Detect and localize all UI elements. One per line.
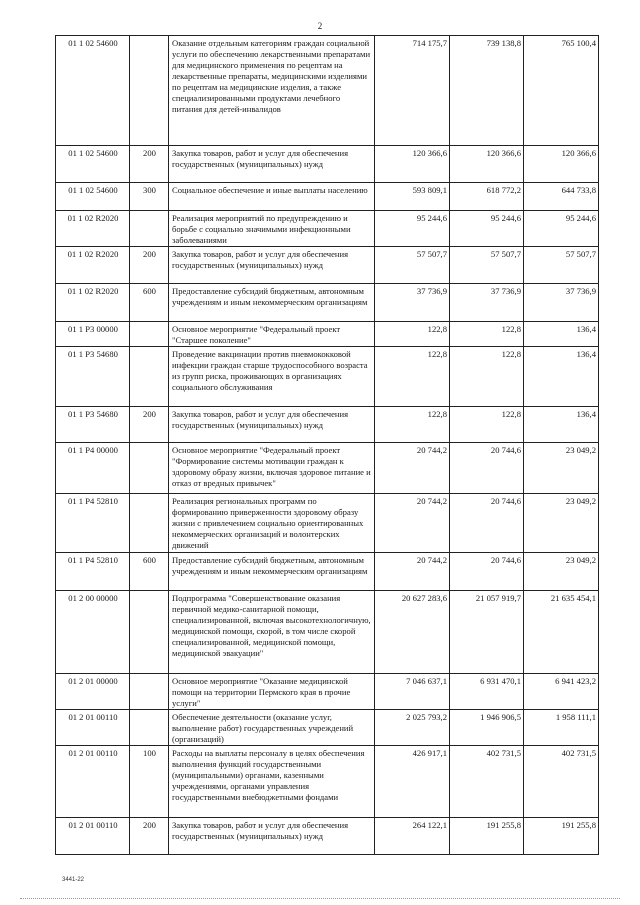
expense-type-code: 200 (130, 146, 169, 183)
expense-type-code (130, 494, 169, 553)
amount-year-1: 122,8 (375, 407, 450, 443)
table-row (56, 36, 599, 146)
expense-type-code (130, 674, 169, 710)
item-name: Закупка товаров, работ и услуг для обеспечения государственных (муниципальных) нужд (169, 146, 375, 183)
amount-year-1: 20 744,2 (375, 443, 450, 494)
table-row (56, 284, 599, 322)
document-id: 3441-22 (62, 877, 85, 883)
item-name: Основное мероприятие "Оказание медицинской помощи на территории Пермского края в прочие услуги" (169, 674, 375, 710)
table-row (56, 322, 599, 347)
amount-year-3: 23 049,2 (524, 494, 599, 553)
amount-year-2: 122,8 (450, 347, 524, 407)
amount-year-1: 2 025 793,2 (375, 710, 450, 746)
amount-year-2: 20 744,6 (450, 443, 524, 494)
budget-table (55, 35, 599, 855)
amount-year-1: 122,8 (375, 322, 450, 347)
classification-code: 01 1 P4 52810 (56, 494, 130, 553)
amount-year-1: 426 917,1 (375, 746, 450, 818)
amount-year-1: 122,8 (375, 347, 450, 407)
classification-code: 01 1 02 R2020 (56, 284, 130, 322)
classification-code: 01 1 P3 00000 (56, 322, 130, 347)
expense-type-code (130, 322, 169, 347)
amount-year-2: 20 744,6 (450, 494, 524, 553)
amount-year-2: 1 946 906,5 (450, 710, 524, 746)
classification-code: 01 1 P4 52810 (56, 553, 130, 591)
expense-type-code: 600 (130, 284, 169, 322)
classification-code: 01 1 02 54600 (56, 36, 130, 146)
table-row (56, 183, 599, 211)
amount-year-3: 136,4 (524, 347, 599, 407)
item-name: Предоставление субсидий бюджетным, автономным учреждениям и иным некоммерческим организациям (169, 284, 375, 322)
expense-type-code (130, 36, 169, 146)
amount-year-3: 37 736,9 (524, 284, 599, 322)
amount-year-1: 264 122,1 (375, 818, 450, 855)
amount-year-3: 191 255,8 (524, 818, 599, 855)
item-name: Закупка товаров, работ и услуг для обеспечения государственных (муниципальных) нужд (169, 247, 375, 284)
classification-code: 01 2 01 00110 (56, 818, 130, 855)
table-row (56, 818, 599, 855)
amount-year-2: 57 507,7 (450, 247, 524, 284)
classification-code: 01 1 02 R2020 (56, 247, 130, 284)
amount-year-2: 21 057 919,7 (450, 591, 524, 674)
table-row (56, 407, 599, 443)
item-name: Основное мероприятие "Федеральный проект "Старшее поколение" (169, 322, 375, 347)
classification-code: 01 2 00 00000 (56, 591, 130, 674)
classification-code: 01 1 02 R2020 (56, 211, 130, 247)
expense-type-code: 200 (130, 407, 169, 443)
amount-year-1: 593 809,1 (375, 183, 450, 211)
table-row (56, 591, 599, 674)
amount-year-3: 136,4 (524, 407, 599, 443)
amount-year-2: 122,8 (450, 322, 524, 347)
expense-type-code (130, 443, 169, 494)
amount-year-3: 402 731,5 (524, 746, 599, 818)
item-name: Закупка товаров, работ и услуг для обеспечения государственных (муниципальных) нужд (169, 407, 375, 443)
item-name: Расходы на выплаты персоналу в целях обеспечения выполнения функций государственными (муниципальными) органами, казенными учреждениями, органами управления государственными внебюджетными фондами (169, 746, 375, 818)
expense-type-code (130, 211, 169, 247)
amount-year-2: 739 138,8 (450, 36, 524, 146)
item-name: Закупка товаров, работ и услуг для обеспечения государственных (муниципальных) нужд (169, 818, 375, 855)
classification-code: 01 1 02 54600 (56, 146, 130, 183)
item-name: Обеспечение деятельности (оказание услуг, выполнение работ) государственных учреждений (организаций) (169, 710, 375, 746)
expense-type-code (130, 591, 169, 674)
amount-year-3: 120 366,6 (524, 146, 599, 183)
item-name: Подпрограмма "Совершенствование оказания первичной медико-санитарной помощи, специализированной, включая высокотехнологичную, медицинской помощи, скорой, в том числе скорой специализированной, медицинской помощи, медицинской эвакуации" (169, 591, 375, 674)
amount-year-3: 6 941 423,2 (524, 674, 599, 710)
amount-year-1: 7 046 637,1 (375, 674, 450, 710)
amount-year-3: 57 507,7 (524, 247, 599, 284)
expense-type-code: 300 (130, 183, 169, 211)
amount-year-1: 20 744,2 (375, 494, 450, 553)
amount-year-1: 20 744,2 (375, 553, 450, 591)
table-row (56, 674, 599, 710)
amount-year-3: 23 049,2 (524, 553, 599, 591)
item-name: Оказание отдельным категориям граждан социальной услуги по обеспечению лекарственными препаратами для медицинского применения по рецептам на лекарственные препараты, медицинскими изделиями по рецептам на медицинские изделия, а также специализированными продуктами лечебного питания для детей-инвалидов (169, 36, 375, 146)
amount-year-2: 122,8 (450, 407, 524, 443)
item-name: Реализация региональных программ по формированию приверженности здоровому образу жизни с привлечением социально ориентированных некоммерческих организаций и волонтерских движений (169, 494, 375, 553)
table-row (56, 553, 599, 591)
classification-code: 01 2 01 00110 (56, 746, 130, 818)
item-name: Реализация мероприятий по предупреждению и борьбе с социально значимыми инфекционными заболеваниями (169, 211, 375, 247)
amount-year-2: 6 931 470,1 (450, 674, 524, 710)
table-row (56, 211, 599, 247)
expense-type-code (130, 710, 169, 746)
item-name: Социальное обеспечение и иные выплаты населению (169, 183, 375, 211)
table-row (56, 146, 599, 183)
item-name: Проведение вакцинации против пневмококковой инфекции граждан старше трудоспособного возраста из групп риска, проживающих в организациях социального обслуживания (169, 347, 375, 407)
amount-year-3: 136,4 (524, 322, 599, 347)
amount-year-2: 20 744,6 (450, 553, 524, 591)
amount-year-3: 23 049,2 (524, 443, 599, 494)
expense-type-code: 200 (130, 247, 169, 284)
amount-year-3: 95 244,6 (524, 211, 599, 247)
classification-code: 01 1 P3 54680 (56, 407, 130, 443)
amount-year-1: 714 175,7 (375, 36, 450, 146)
table-row (56, 746, 599, 818)
item-name: Основное мероприятие "Федеральный проект "Формирование системы мотивации граждан к здоровому образу жизни, включая здоровое питание и отказ от вредных привычек" (169, 443, 375, 494)
classification-code: 01 2 01 00000 (56, 674, 130, 710)
classification-code: 01 1 P4 00000 (56, 443, 130, 494)
amount-year-2: 618 772,2 (450, 183, 524, 211)
amount-year-3: 765 100,4 (524, 36, 599, 146)
classification-code: 01 2 01 00110 (56, 710, 130, 746)
amount-year-2: 191 255,8 (450, 818, 524, 855)
expense-type-code (130, 347, 169, 407)
amount-year-3: 1 958 111,1 (524, 710, 599, 746)
amount-year-3: 21 635 454,1 (524, 591, 599, 674)
item-name: Предоставление субсидий бюджетным, автономным учреждениям и иным некоммерческим организациям (169, 553, 375, 591)
table-row (56, 347, 599, 407)
expense-type-code: 600 (130, 553, 169, 591)
table-row (56, 710, 599, 746)
amount-year-1: 95 244,6 (375, 211, 450, 247)
amount-year-2: 37 736,9 (450, 284, 524, 322)
amount-year-1: 37 736,9 (375, 284, 450, 322)
classification-code: 01 1 P3 54680 (56, 347, 130, 407)
amount-year-2: 402 731,5 (450, 746, 524, 818)
amount-year-2: 95 244,6 (450, 211, 524, 247)
amount-year-1: 57 507,7 (375, 247, 450, 284)
table-row (56, 443, 599, 494)
amount-year-1: 120 366,6 (375, 146, 450, 183)
classification-code: 01 1 02 54600 (56, 183, 130, 211)
scan-edge-artifact (20, 898, 620, 901)
expense-type-code: 100 (130, 746, 169, 818)
amount-year-3: 644 733,8 (524, 183, 599, 211)
table-row (56, 247, 599, 284)
page-number: 2 (317, 21, 323, 31)
expense-type-code: 200 (130, 818, 169, 855)
table-row (56, 494, 599, 553)
amount-year-1: 20 627 283,6 (375, 591, 450, 674)
amount-year-2: 120 366,6 (450, 146, 524, 183)
